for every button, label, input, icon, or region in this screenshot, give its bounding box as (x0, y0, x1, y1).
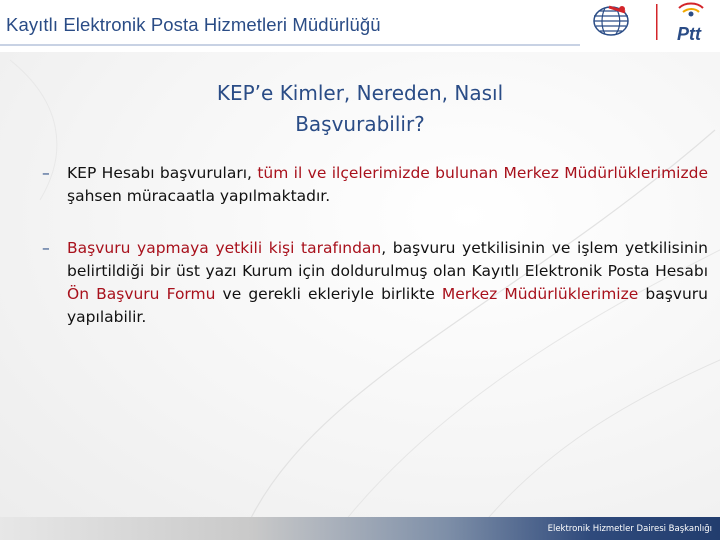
slide-title-line1: KEP’e Kimler, Nereden, Nasıl (216, 81, 504, 105)
bullet-item-2 (34, 237, 708, 329)
bullet-2-text-2: ve gerekli ekleriyle birlikte (215, 285, 442, 303)
bullet-1-highlight-1: tüm il ve ilçelerimizde bulunan Merkez Müdürlüklerimizde (257, 164, 708, 182)
bullet-marker: – (42, 164, 50, 182)
ptt-logo-text: Ptt (677, 24, 701, 44)
bullet-2-text-3: başvuru yapılabilir. (67, 285, 708, 326)
slide-title-line2: Başvurabilir? (295, 112, 425, 136)
ptt-logo-icon (673, 0, 720, 48)
slide-title (140, 78, 580, 140)
bullet-2-highlight-1: Başvuru yapmaya yetkili kişi tarafından (67, 239, 382, 257)
bullet-1-text-1: KEP Hesabı başvuruları, (67, 164, 258, 182)
bullet-2-highlight-3: Merkez Müdürlüklerimize (441, 285, 639, 303)
header-title: Kayıtlı Elektronik Posta Hizmetleri Müdürlüğü (6, 14, 381, 35)
bullet-2-text-1: , başvuru yetkilisinin ve işlem yetkilisinin belirtildiği bir üst yazı Kurum için doldurulmuş olan Kayıtlı Elektronik Posta Hesabı (67, 239, 708, 280)
header-divider (0, 44, 580, 46)
bullet-item-1 (34, 162, 708, 208)
bullet-list (34, 162, 708, 358)
bullet-marker: – (42, 239, 50, 257)
bullet-2-highlight-2: Ön Başvuru Formu (67, 285, 216, 303)
bullet-1-text-2: şahsen müracaatla yapılmaktadır. (67, 187, 331, 205)
header-logos (585, 0, 720, 48)
footer-text: Elektronik Hizmetler Dairesi Başkanlığı (547, 524, 712, 534)
